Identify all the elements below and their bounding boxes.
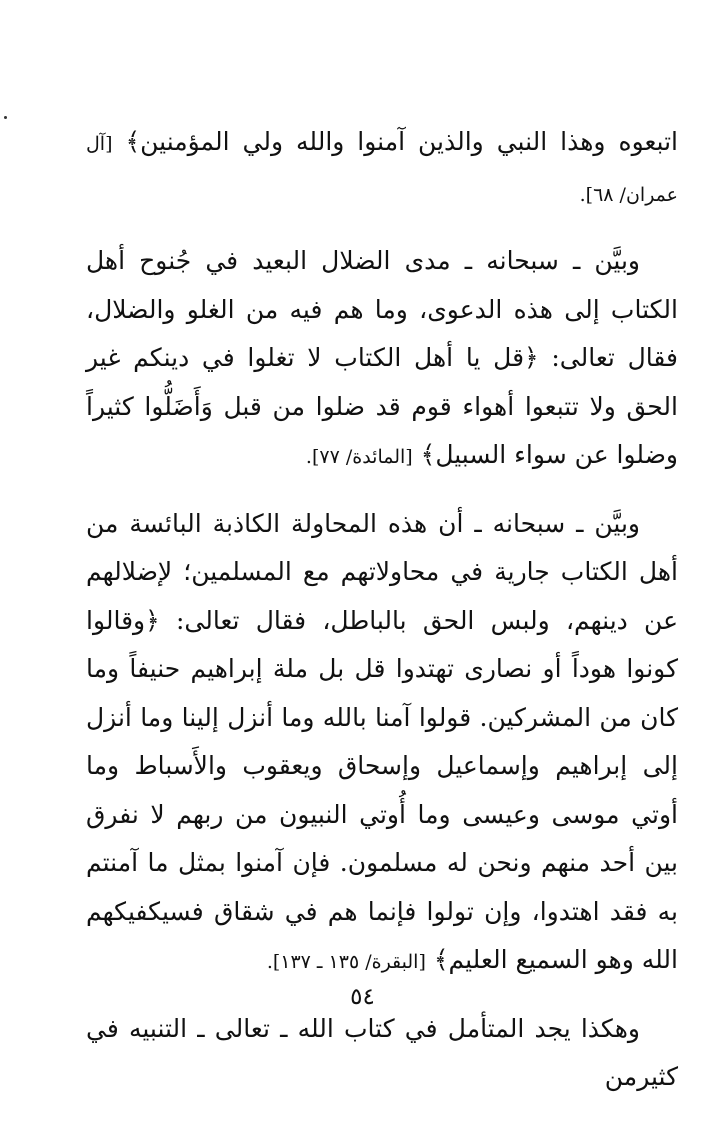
page-number: ٥٤ [350, 984, 375, 1010]
paragraph-2 [86, 237, 678, 482]
paragraph-2-text: وبيَّن ـ سبحانه ـ مدى الضلال البعيد في جُنوح أهل الكتاب إلى هذه الدعوى، وما هم فيه من الغلو والضلال، فقال تعالى: ﴿قل يا أهل الكتاب لا تغلوا في دينكم غير الحق ولا تتبعوا أهواء قوم قد ضلوا من قبل وَأَضَلُّوا كثيراً وضلوا عن سواء السبيل﴾ [86, 246, 678, 469]
paragraph-3 [86, 500, 678, 987]
body-text [86, 118, 678, 1102]
paragraph-3-text: وبيَّن ـ سبحانه ـ أن هذه المحاولة الكاذبة البائسة من أهل الكتاب جارية في محاولاتهم مع المسلمين؛ لإضلالهم عن دينهم، ولبس الحق بالباطل، فقال تعالى: ﴿وقالوا كونوا هوداً أو نصارى تهتدوا قل بل ملة إبراهيم حنيفاً وما كان من المشركين. قولوا آمنا بالله وما أنزل إلينا وما أنزل إلى إبراهيم وإسماعيل وإسحاق ويعقوب والأَسباط وما أوتي موسى وعيسى وما أُوتي النبيون من ربهم لا نفرق بين أحد منهم ونحن له مسلمون. فإن آمنوا بمثل ما آمنتم به فقد اهتدوا، وإن تولوا فإنما هم في شقاق فسيكفيكهم الله وهو السميع العليم﴾ [86, 508, 678, 974]
paragraph-1-reference: [آل عمران/ ٦٨]. [86, 133, 678, 206]
paragraph-3-reference: [البقرة/ ١٣٥ ـ ١٣٧]. [266, 951, 426, 973]
paragraph-2-reference: [المائدة/ ٧٧]. [305, 446, 413, 468]
paragraph-4 [86, 1005, 678, 1102]
paragraph-1 [86, 118, 678, 219]
margin-dot [4, 116, 7, 119]
paragraph-1-text: اتبعوه وهذا النبي والذين آمنوا والله ولي المؤمنين﴾ [125, 127, 678, 156]
paragraph-4-text: وهكذا يجد المتأمل في كتاب الله ـ تعالى ـ التنبيه في كثيرمن [86, 1013, 678, 1091]
